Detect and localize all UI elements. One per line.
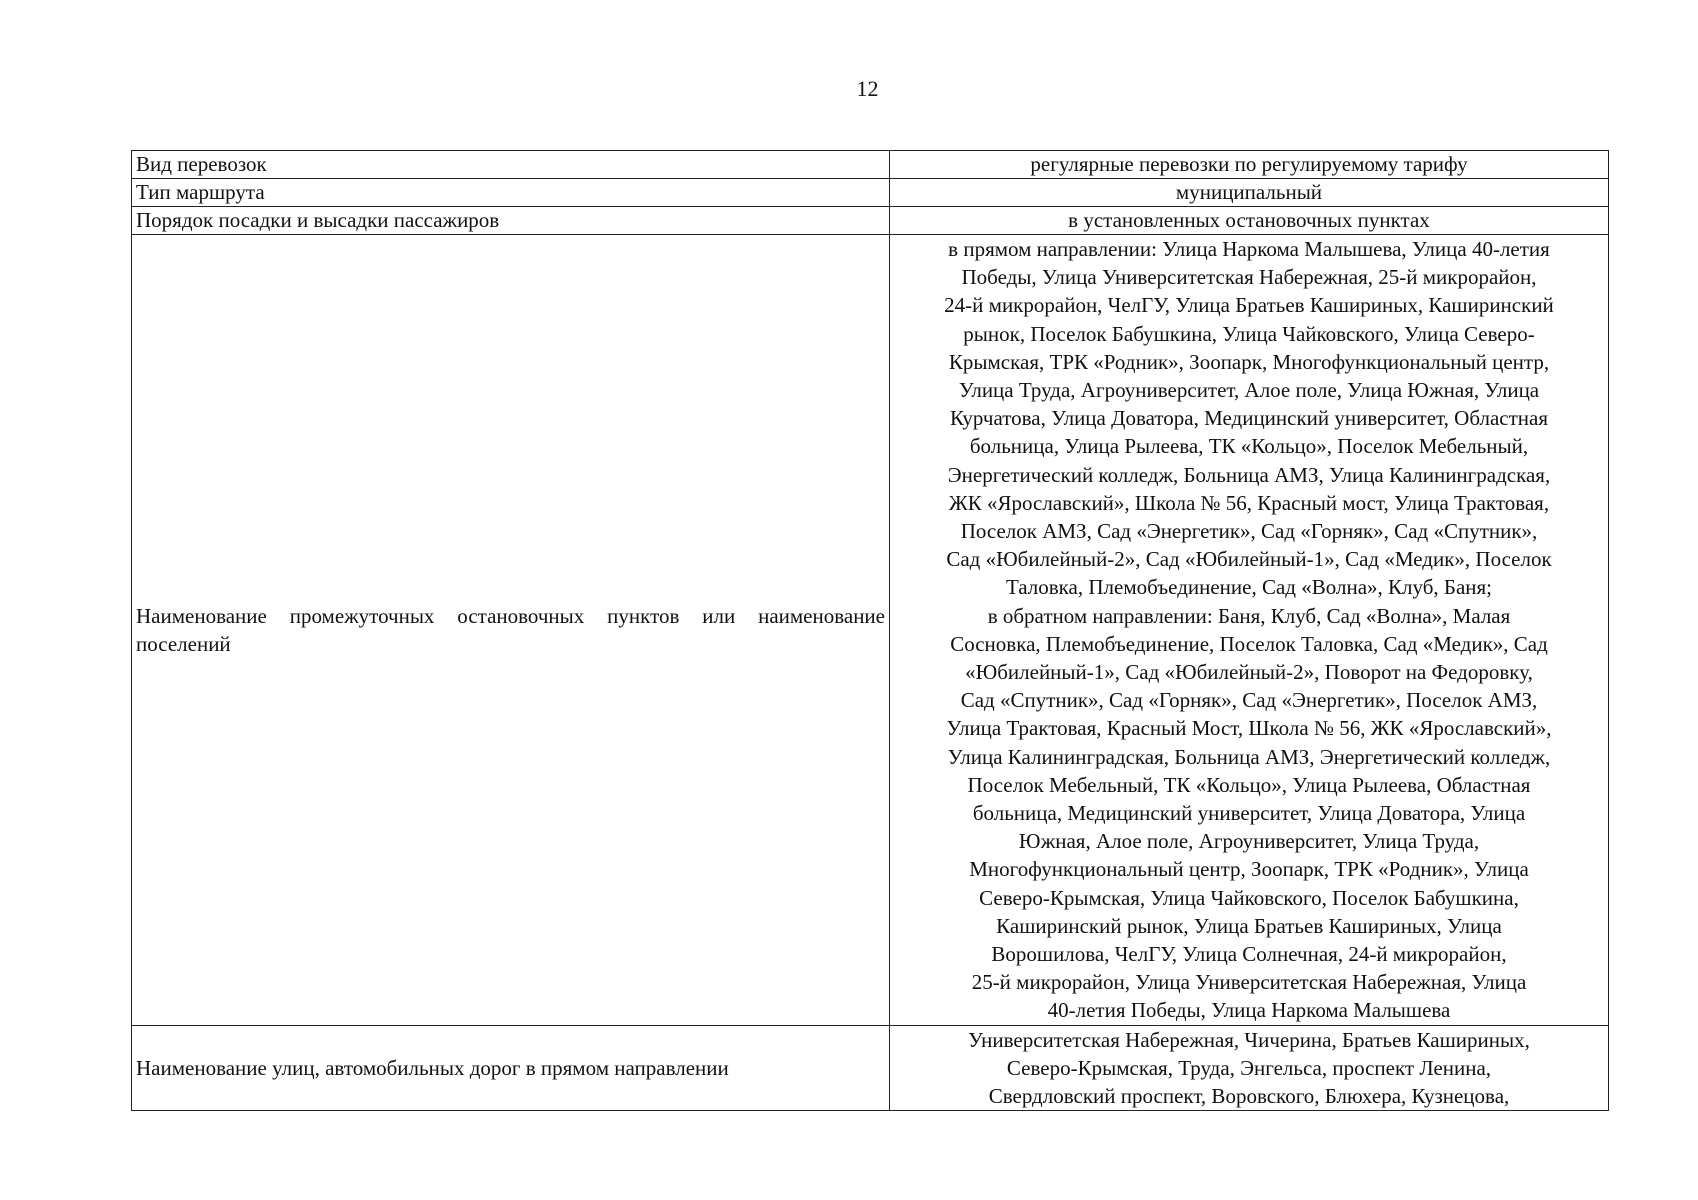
value-line: Крымская, ТРК «Родник», Зоопарк, Многофункциональный центр, (948, 349, 1550, 374)
row-value: регулярные перевозки по регулируемому тарифу (890, 151, 1609, 179)
value-line: Таловка, Племобъединение, Сад «Волна», Клуб, Баня; (1005, 575, 1493, 600)
value-line: Сосновка, Племобъединение, Поселок Таловка, Сад «Медик», Сад (950, 631, 1548, 656)
row-label: Порядок посадки и высадки пассажиров (132, 207, 890, 235)
table-row-transport-type (132, 151, 1609, 179)
page-number: 12 (856, 76, 879, 101)
value-line: Университетская Набережная, Чичерина, Братьев Кашириных, (968, 1027, 1530, 1052)
value-line: 24-й микрорайон, ЧелГУ, Улица Братьев Кашириных, Каширинский (944, 293, 1554, 318)
value-line: «Юбилейный-1», Сад «Юбилейный-2», Поворот на Федоровку, (965, 660, 1533, 685)
row-value-lines (890, 1025, 1609, 1111)
value-line: Северо-Крымская, Улица Чайковского, Поселок Бабушкина, (979, 885, 1519, 910)
value-line: Сад «Спутник», Сад «Горняк», Сад «Энергетик», Поселок АМЗ, (960, 688, 1538, 713)
value-line: 25-й микрорайон, Улица Университетская Набережная, Улица (971, 970, 1527, 995)
value-line: больница, Медицинский университет, Улица Доватора, Улица (972, 801, 1526, 826)
value-line: Северо-Крымская, Труда, Энгельса, проспект Ленина, (1006, 1055, 1492, 1080)
value-line: Каширинский рынок, Улица Братьев Кашириных, Улица (996, 913, 1502, 938)
route-info-table (131, 150, 1609, 1111)
value-line: Свердловский проспект, Воровского, Блюхера, Кузнецова, (988, 1084, 1510, 1109)
row-label: Тип маршрута (132, 179, 890, 207)
table-row-intermediate-stops (132, 235, 1609, 1026)
table-row-boarding-order (132, 207, 1609, 235)
value-line: Улица Калининградская, Больница АМЗ, Энергетический колледж, (947, 744, 1551, 769)
value-line: Поселок АМЗ, Сад «Энергетик», Сад «Горняк», Сад «Спутник», (960, 519, 1538, 544)
row-value: в установленных остановочных пунктах (890, 207, 1609, 235)
value-line: Южная, Алое поле, Агроуниверситет, Улица Труда, (1018, 829, 1480, 854)
value-line: в прямом направлении: Улица Наркома Малышева, Улица 40-летия (948, 237, 1550, 261)
row-value: муниципальный (890, 179, 1609, 207)
row-label: Наименование промежуточных остановочных пунктов или наименование поселений (132, 235, 890, 1026)
value-line: в обратном направлении: Баня, Клуб, Сад «Волна», Малая (987, 603, 1511, 628)
value-line: рынок, Поселок Бабушкина, Улица Чайковского, Улица Северо- (963, 321, 1535, 346)
row-value-lines (890, 235, 1609, 1026)
value-line: Победы, Улица Университетская Набережная, 25-й микрорайон, (961, 265, 1537, 290)
value-line: ЖК «Ярославский», Школа № 56, Красный мост, Улица Трактовая, (948, 490, 1550, 515)
row-label: Вид перевозок (132, 151, 890, 179)
value-line: 40-летия Победы, Улица Наркома Малышева (1047, 998, 1451, 1023)
value-line: Сад «Юбилейный-2», Сад «Юбилейный-1», Сад «Медик», Поселок (946, 547, 1552, 572)
value-line: больница, Улица Рылеева, ТК «Кольцо», Поселок Мебельный, (969, 434, 1529, 459)
value-line: Энергетический колледж, Больница АМЗ, Улица Калининградская, (947, 462, 1551, 487)
value-line: Многофункциональный центр, Зоопарк, ТРК «Родник», Улица (969, 857, 1529, 882)
value-line: Поселок Мебельный, ТК «Кольцо», Улица Рылеева, Областная (967, 772, 1531, 797)
table-row-streets-forward (132, 1025, 1609, 1111)
row-label: Наименование улиц, автомобильных дорог в прямом направлении (132, 1025, 890, 1111)
value-line: Улица Труда, Агроуниверситет, Алое поле, Улица Южная, Улица (958, 378, 1540, 403)
value-line: Ворошилова, ЧелГУ, Улица Солнечная, 24-й микрорайон, (991, 942, 1507, 967)
table-row-route-type (132, 179, 1609, 207)
value-line: Улица Трактовая, Красный Мост, Школа № 56, ЖК «Ярославский», (946, 716, 1552, 741)
value-line: Курчатова, Улица Доватора, Медицинский университет, Областная (949, 406, 1548, 431)
